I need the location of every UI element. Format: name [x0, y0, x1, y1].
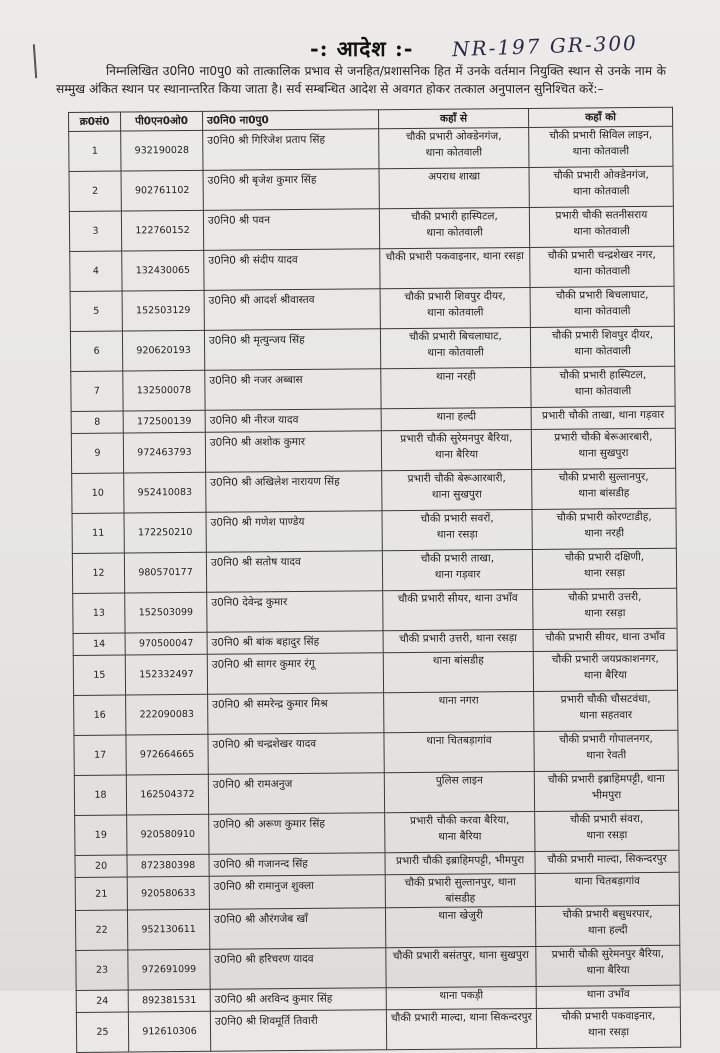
cell-from [382, 549, 532, 590]
cell-from-line: चौकी प्रभारी उत्तरी, थाना रसड़ा [399, 632, 518, 646]
table-row [71, 428, 675, 473]
table-row [73, 650, 677, 695]
cell-serial: 7 [71, 371, 123, 411]
cell-serial: 19 [75, 815, 127, 855]
cell-to-line: चौकी प्रभारी इब्राहिमपट्टी, थाना [547, 772, 665, 786]
cell-to [534, 730, 678, 771]
cell-from-line: चौकी प्रभारी सुल्तानपुर, थाना बांसडीह [404, 876, 516, 905]
cell-from-line: थाना कोतवाली [426, 306, 484, 319]
cell-name: उ0नि0 श्री सतोष यादव [206, 551, 382, 593]
cell-to-line: भीमपुरा [591, 789, 622, 802]
cell-pno: 920580633 [127, 876, 209, 910]
cell-to-line: थाना कोतवाली [573, 265, 631, 278]
table-row [74, 690, 678, 735]
cell-from [384, 771, 534, 812]
cell-name: उ0नि0 श्री समरेन्द्र कुमार मिश्र [208, 693, 384, 735]
cell-from [386, 986, 536, 1009]
cell-serial: 6 [70, 331, 122, 371]
cell-name: उ0नि0 श्री मृत्युन्जय सिंह [204, 329, 380, 371]
cell-name: उ0नि0 श्री रामानुज शुक्ला [209, 875, 385, 910]
cell-to-line: चौकी प्रभारी ओक्डेनगंज, [553, 168, 649, 182]
cell-from [384, 691, 534, 732]
cell-name: उ0नि0 श्री अशोक कुमार [205, 431, 381, 473]
cell-pno: 920620193 [122, 330, 204, 371]
cell-serial: 10 [72, 473, 124, 513]
cell-from-line: पुलिस लाइन [435, 774, 483, 787]
cell-to-line: चौकी प्रभारी बिचलाघाट, [555, 288, 649, 302]
cell-from-line: थाना पकड़ी [439, 989, 484, 1002]
cell-from [381, 429, 531, 470]
cell-pno: 222090083 [126, 694, 208, 735]
cell-to-line: चौकी प्रभारी दक्षिणी, [564, 550, 645, 564]
cell-from [385, 851, 535, 874]
cell-from [382, 509, 532, 550]
cell-to [530, 326, 674, 367]
cell-from-line: थाना खेजुरी [438, 909, 483, 922]
table-row [72, 508, 676, 553]
cell-to-line: थाना रेवती [586, 749, 627, 762]
table-row [70, 326, 674, 371]
table-row [76, 945, 680, 990]
cell-name: उ0नि0 श्री चन्द्रशेखर यादव [208, 733, 384, 775]
cell-name: उ0नि0 श्री अरूण कुमार सिंह [209, 813, 385, 855]
cell-serial: 20 [75, 855, 127, 877]
cell-serial: 15 [73, 655, 125, 695]
cell-from-line: थाना हल्दी [436, 410, 477, 423]
cell-to [535, 850, 679, 873]
cell-from-line: चौकी प्रभारी बसंतपुर, थाना सुखपुरा [392, 949, 529, 963]
cell-from [384, 731, 534, 772]
cell-to [534, 770, 678, 811]
cell-name: उ0नि0 श्री हरिचरण यादव [210, 948, 386, 990]
cell-name: उ0नि0 श्री बृजेश कुमार सिंह [203, 169, 379, 211]
cell-name: उ0नि0 श्री औरंगजेब खाँ [209, 908, 385, 950]
cell-from-line: चौकी प्रभारी शिवपुर दीयर, [404, 290, 506, 304]
cell-to-line: चौकी प्रभारी कोरण्टाडीह, [556, 510, 652, 524]
cell-serial: 23 [76, 950, 128, 990]
cell-to [535, 810, 679, 851]
cell-to-line: थाना बैरिया [583, 669, 628, 682]
cell-to-line: चौकी प्रभारी गोपालनगर, [559, 732, 653, 746]
cell-pno: 972463793 [123, 432, 205, 473]
cell-to [529, 206, 673, 247]
cell-from [380, 247, 530, 288]
cell-from [385, 873, 535, 907]
cell-from [383, 589, 533, 630]
table-row [76, 1007, 680, 1052]
cell-serial: 2 [69, 171, 121, 211]
cell-to-line: थाना रसड़ा [587, 1026, 630, 1039]
cell-from [386, 946, 536, 987]
cell-pno: 952130611 [127, 909, 209, 950]
header-from: कहाँ से [378, 108, 528, 128]
cell-serial: 24 [76, 990, 128, 1012]
cell-serial: 12 [72, 553, 124, 593]
cell-to-line: चौकी प्रभारी हास्पिटल, [559, 368, 647, 382]
cell-name: उ0नि0 श्री बांक बहादुर सिंह [207, 631, 383, 655]
cell-name: उ0नि0 श्री गिरिजेश प्रताप सिंह [203, 129, 379, 171]
cell-to [530, 286, 674, 327]
cell-to-line: थाना कोतवाली [572, 185, 630, 198]
cell-pno: 132430065 [122, 250, 204, 291]
cell-name: उ0नि0 श्री संदीप यादव [204, 249, 380, 291]
table-row [74, 730, 678, 775]
table-row [69, 126, 673, 171]
cell-to-line: थाना उभाँव [586, 988, 630, 1001]
cell-name: उ0नि0 श्री गणेश पाण्डेय [206, 511, 382, 553]
cell-pno: 122760152 [121, 210, 203, 251]
cell-to-line: प्रभारी चौकी सुरेमनपुर बैरिया, [551, 947, 665, 961]
cell-pno: 172500139 [123, 410, 205, 433]
cell-from-line: अपराध शाखा [428, 170, 481, 183]
cell-name: उ0नि0 श्री रामअनुज [208, 773, 384, 815]
cell-from [381, 407, 531, 430]
cell-to-line: थाना बांसडीह [578, 487, 630, 500]
cell-from-line: चौकी प्रभारी ताखा, [420, 552, 495, 565]
cell-pno: 970500047 [125, 632, 207, 655]
table-body [69, 126, 681, 1052]
cell-pno: 912610306 [128, 1011, 210, 1052]
cell-from [380, 327, 530, 368]
cell-to-line: चौकी प्रभारी चन्द्रशेखर नगर, [547, 248, 656, 262]
cell-serial: 8 [71, 411, 123, 433]
cell-pno: 952410083 [124, 472, 206, 513]
cell-name: उ0नि0 श्री सागर कुमार रंगू [207, 653, 383, 695]
cell-to [536, 985, 680, 1008]
cell-name: उ0नि0 श्री पवन [203, 209, 379, 251]
header-name: उ0नि0 ना0पु0 [202, 110, 378, 131]
cell-to [531, 366, 675, 407]
table-row [69, 166, 673, 211]
cell-to-line: प्रभारी चौकी ताखा, थाना गड़वार [541, 408, 665, 422]
cell-to [533, 628, 677, 651]
cell-to-line: चौकी प्रभारी सिविल लाइन, [549, 128, 653, 142]
cell-from [382, 469, 532, 510]
cell-from [383, 629, 533, 652]
cell-to [532, 508, 676, 549]
cell-name: उ0नि0 देवेन्द्र कुमार [207, 591, 383, 633]
cell-to [534, 690, 678, 731]
cell-pno: 132500078 [123, 370, 205, 411]
table-row [75, 872, 679, 910]
cell-to [535, 872, 679, 906]
cell-serial: 17 [74, 735, 126, 775]
cell-pno: 172250210 [124, 512, 206, 553]
cell-from-line: थाना नरही [435, 370, 476, 383]
cell-from-line: थाना कोतवाली [427, 346, 484, 359]
table-row [75, 905, 679, 950]
cell-to-line: थाना चितबड़ागांव [574, 875, 641, 888]
cell-to-line: थाना बैरिया [586, 964, 630, 977]
cell-from-line: थाना सुखपुरा [431, 488, 482, 501]
cell-name: उ0नि0 श्री नीरज यादव [205, 409, 381, 433]
cell-serial: 5 [70, 291, 122, 331]
cell-to-line: थाना हल्दी [587, 924, 628, 937]
cell-pno: 892381531 [128, 989, 210, 1012]
cell-to-line: थाना नरही [584, 527, 625, 540]
header-to: कहाँ को [528, 107, 672, 127]
cell-to-line: चौकी प्रभारी संवरा, [570, 813, 644, 826]
table-row [70, 246, 674, 291]
cell-name: उ0नि0 श्री अखिलेश नारायण सिंह [206, 471, 382, 513]
cell-serial: 1 [69, 131, 121, 171]
cell-to-line: थाना रसड़ा [583, 567, 626, 580]
cell-to-line: थाना सहतवार [579, 709, 633, 722]
cell-serial: 9 [71, 433, 123, 473]
cell-serial: 11 [72, 513, 124, 553]
cell-to-line: चौकी प्रभारी शिवपुर दीयर, [551, 328, 654, 342]
cell-from-line: थाना बैरिया [434, 448, 479, 461]
cell-from-line: प्रभारी चौकी बेरूआरबारी, [407, 472, 506, 486]
cell-to [535, 905, 679, 946]
cell-to-line: थाना कोतवाली [574, 385, 632, 398]
cell-serial: 13 [73, 593, 125, 633]
cell-from-line: थाना गड़वार [434, 568, 481, 581]
cell-to-line: थाना कोतवाली [573, 305, 631, 318]
cell-from-line: थाना बांसडीह [432, 654, 484, 667]
cell-from [383, 651, 533, 692]
cell-pno: 152503129 [122, 290, 204, 331]
cell-to [529, 166, 673, 207]
cell-serial: 16 [74, 695, 126, 735]
cell-from [379, 207, 529, 248]
cell-pno: 902761102 [121, 170, 203, 211]
table-row [73, 588, 677, 633]
cell-from-line: चौकी प्रभारी बिचलाघाट, [409, 330, 502, 344]
handwritten-reference: NR-197 GR-300 [451, 30, 639, 62]
cell-to-line: थाना कोतवाली [572, 145, 630, 158]
cell-pno: 972691099 [128, 949, 210, 990]
cell-from-line: थाना कोतवाली [426, 226, 483, 239]
margin-mark [33, 44, 45, 79]
cell-name: उ0नि0 श्री नजर अब्बास [205, 369, 381, 411]
cell-to-line: थाना रसड़ा [584, 607, 626, 620]
cell-from [379, 127, 529, 168]
cell-to [536, 1007, 680, 1048]
cell-serial: 22 [75, 910, 127, 950]
cell-to [531, 406, 675, 429]
cell-from-line: चौकी प्रभारी माल्दा, थाना सिकन्दरपुर [390, 1010, 532, 1025]
cell-pno: 162504372 [126, 774, 208, 815]
cell-name: उ0नि0 श्री गजानन्द सिंह [209, 853, 385, 877]
cell-to-line: चौकी प्रभारी सुल्तानपुर, [558, 470, 649, 484]
cell-serial: 21 [75, 877, 127, 910]
cell-name: उ0नि0 श्री आदर्श श्रीवास्तव [204, 289, 380, 331]
cell-from [385, 906, 535, 947]
cell-serial: 14 [73, 633, 125, 655]
cell-to [531, 428, 675, 469]
cell-to-line: प्रभारी चौकी बेरूआरबारी, [554, 430, 653, 444]
cell-from-line: थाना बैरिया [438, 830, 482, 843]
cell-pno: 932190028 [121, 130, 203, 171]
header-pno: पी0एन0ओ0 [121, 111, 203, 131]
cell-to [532, 468, 676, 509]
cell-to-line: चौकी प्रभारी सीयर, थाना उभाँव [545, 630, 666, 644]
cell-from [385, 811, 535, 852]
cell-pno: 152332497 [125, 654, 207, 695]
cell-to-line: प्रभारी चौकी चौसटवंधा, [560, 692, 651, 706]
table-row [71, 366, 675, 411]
table-row [72, 468, 676, 513]
header-serial: क्र0सं0 [69, 112, 121, 131]
cell-from-line: चौकी प्रभारी हास्पिटल, [411, 210, 498, 224]
cell-name: उ0नि0 श्री शिवमूर्ति तिवारी [210, 1010, 386, 1052]
cell-to-line: चौकी प्रभारी पकवाइनार, [561, 1009, 656, 1023]
cell-to-line: थाना कोतवाली [573, 225, 630, 238]
cell-pno: 920580910 [127, 814, 209, 855]
cell-from-line: थाना कोतवाली [425, 146, 483, 159]
cell-from-line: चौकी प्रभारी पकवाइनार, थाना रसड़ा [385, 250, 524, 264]
cell-to-line: थाना रसड़ा [586, 829, 628, 842]
cell-from [380, 287, 530, 328]
cell-serial: 3 [69, 211, 121, 251]
cell-serial: 18 [74, 775, 126, 815]
order-title: -: आदेश :- [310, 36, 414, 61]
cell-to-line: चौकी प्रभारी बसुधरपार, [562, 907, 653, 921]
cell-from [386, 1008, 536, 1049]
cell-from-line: प्रभारी चौकी सुरेमनपुर बैरिया, [400, 432, 513, 446]
cell-to-line: थाना सुखपुरा [578, 447, 629, 460]
cell-to-line: चौकी प्रभारी जयप्रकाशनगर, [551, 652, 659, 666]
cell-to-line: चौकी प्रभारी माल्दा, सिकन्दरपुर [547, 852, 667, 866]
cell-from-line: प्रभारी चौकी इब्राहिमपट्टी, भीमपुरा [395, 854, 525, 868]
cell-to-line: थाना कोतवाली [574, 345, 631, 358]
cell-from-line: चौकी प्रभारी ओक्डेनगंज, [405, 130, 502, 144]
cell-to [529, 126, 673, 167]
cell-from-line: प्रभारी चौकी करवा बैरिया, [409, 814, 510, 828]
cell-pno: 980570177 [124, 552, 206, 593]
cell-from-line: चौकी प्रभारी सीयर, थाना उभाँव [397, 592, 518, 606]
cell-from [381, 367, 531, 408]
cell-to-line: चौकी प्रभारी उत्तरी, [568, 591, 642, 604]
table-row [75, 810, 679, 855]
table-row [69, 206, 673, 251]
cell-pno: 972664665 [126, 734, 208, 775]
cell-to [533, 650, 677, 691]
cell-to-line: प्रभारी चौकी सतनीसराय [555, 208, 648, 222]
cell-from [379, 167, 529, 208]
cell-from-line: थाना चितबड़ागांव [426, 734, 492, 747]
cell-to [530, 246, 674, 287]
cell-from-line: थाना रसड़ा [436, 528, 478, 541]
cell-to [536, 945, 680, 986]
table-row [70, 286, 674, 331]
intro-paragraph: निम्नलिखित उ0नि0 ना0पु0 को तात्कालिक प्रभाव से जनहित/प्रशासनिक हित में उनके वर्तमान नियुक्ति स्थान से उनके नाम के सम्मुख अंकित स्थान पर स्थानान्तरित किया जाता है। सर्व सम्बन्धित आदेश से अवगत होकर तत्काल अनुपालन सुनिश्चित करें:– [56, 64, 666, 96]
cell-to [532, 548, 676, 589]
cell-serial: 25 [76, 1012, 128, 1052]
cell-pno: 152503099 [125, 592, 207, 633]
cell-name: उ0नि0 श्री अरविन्द कुमार सिंह [210, 988, 386, 1012]
table-row [74, 770, 678, 815]
cell-serial: 4 [70, 251, 122, 291]
cell-from-line: चौकी प्रभारी सवरों, [420, 512, 494, 525]
cell-to [533, 588, 677, 629]
table-row [72, 548, 676, 593]
cell-pno: 872380398 [127, 854, 209, 877]
cell-from-line: थाना नगरा [438, 694, 479, 707]
transfer-table [68, 107, 681, 1053]
